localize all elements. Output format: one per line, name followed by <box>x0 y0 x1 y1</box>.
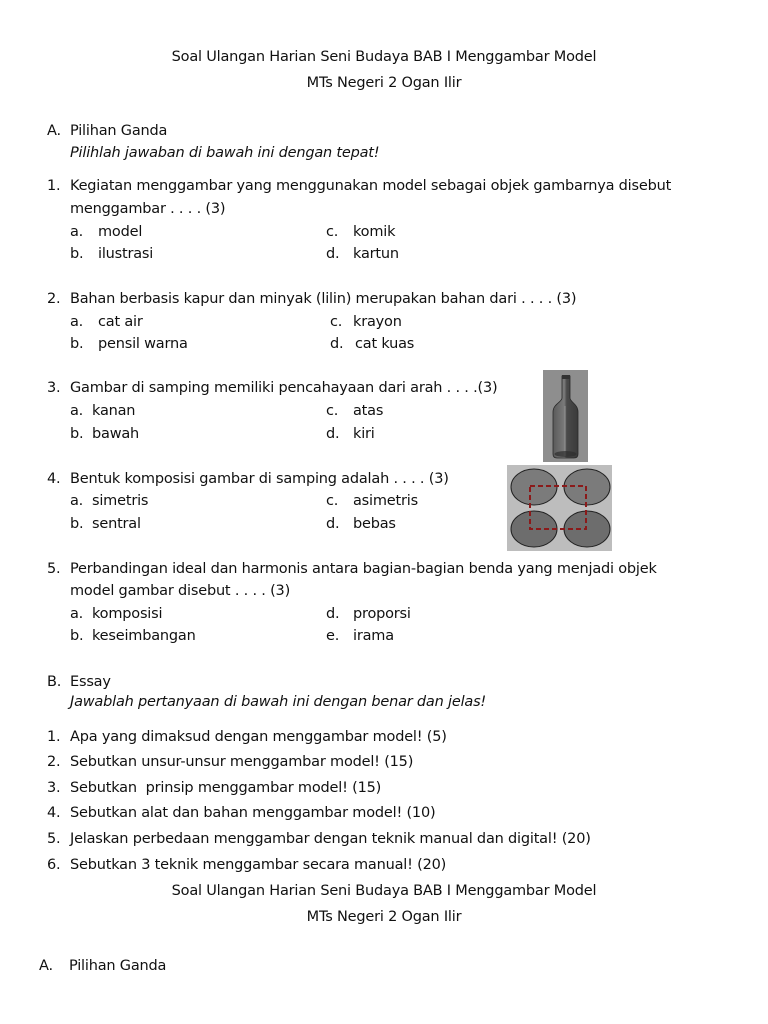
bottle-icon <box>543 370 588 462</box>
section-a-instruction: Pilihlah jawaban di bawah ini dengan tepat! <box>70 145 380 161</box>
option-letter: c. <box>330 314 343 330</box>
document-title-repeat: Soal Ulangan Harian Seni Budaya BAB I Menggambar Model <box>171 883 597 899</box>
option-text: komik <box>353 224 396 240</box>
question-text: Bahan berbasis kapur dan minyak (lilin) merupakan bahan dari . . . . (3) <box>70 291 577 307</box>
question-text: Kegiatan menggambar yang menggunakan model sebagai objek gambarnya disebut <box>70 178 672 194</box>
question-text: Sebutkan alat dan bahan menggambar model! (10) <box>70 805 436 821</box>
option-text: keseimbangan <box>92 628 196 644</box>
question-number: 6. <box>47 857 61 873</box>
option-letter: b. <box>70 246 84 262</box>
question-text: Jelaskan perbedaan menggambar dengan teknik manual dan digital! (20) <box>70 831 591 847</box>
option-text: proporsi <box>353 606 411 622</box>
option-text: asimetris <box>353 493 418 509</box>
option-text: cat air <box>98 314 143 330</box>
option-text: simetris <box>92 493 149 509</box>
question-text: Gambar di samping memiliki pencahayaan dari arah . . . .(3) <box>70 380 498 396</box>
section-a-letter: A. <box>47 123 61 139</box>
option-letter: a. <box>70 403 84 419</box>
option-text: model <box>98 224 143 240</box>
option-letter: e. <box>326 628 340 644</box>
option-text: pensil warna <box>98 336 188 352</box>
document-title: Soal Ulangan Harian Seni Budaya BAB I Menggambar Model <box>171 49 597 65</box>
option-letter: c. <box>326 403 339 419</box>
option-letter: a. <box>70 224 84 240</box>
question-number: 5. <box>47 831 61 847</box>
option-text: irama <box>353 628 394 644</box>
question-text: Perbandingan ideal dan harmonis antara bagian-bagian benda yang menjadi objek <box>70 561 657 577</box>
option-text: bawah <box>92 426 140 442</box>
question-text: Sebutkan 3 teknik menggambar secara manual! (20) <box>70 857 447 873</box>
school-name-repeat: MTs Negeri 2 Ogan Ilir <box>306 909 462 925</box>
option-letter: d. <box>326 246 340 262</box>
option-text: bebas <box>353 516 396 532</box>
option-letter: d. <box>326 606 340 622</box>
question-text: Bentuk komposisi gambar di samping adalah . . . . (3) <box>70 471 449 487</box>
composition-image <box>507 465 612 551</box>
question-number: 4. <box>47 805 61 821</box>
question-number: 3. <box>47 780 61 796</box>
question-number: 5. <box>47 561 61 577</box>
option-letter: d. <box>326 516 340 532</box>
option-letter: a. <box>70 606 84 622</box>
option-text: kartun <box>353 246 399 262</box>
question-text: menggambar . . . . (3) <box>70 201 226 217</box>
option-text: cat kuas <box>355 336 415 352</box>
option-text: komposisi <box>92 606 163 622</box>
section-a-letter-repeat: A. <box>39 958 53 974</box>
option-text: atas <box>353 403 384 419</box>
option-text: kiri <box>353 426 375 442</box>
bottle-image <box>543 370 588 462</box>
composition-diagram <box>507 465 612 551</box>
circle-bottom-left <box>511 511 557 547</box>
question-text: Apa yang dimaksud dengan menggambar model! (5) <box>70 729 447 745</box>
option-letter: c. <box>326 493 339 509</box>
question-text: Sebutkan unsur-unsur menggambar model! (15) <box>70 754 414 770</box>
question-number: 1. <box>47 729 61 745</box>
question-number: 4. <box>47 471 61 487</box>
question-number: 3. <box>47 380 61 396</box>
option-letter: a. <box>70 493 84 509</box>
option-text: kanan <box>92 403 136 419</box>
option-text: sentral <box>92 516 141 532</box>
section-b-instruction: Jawablah pertanyaan di bawah ini dengan benar dan jelas! <box>70 694 487 710</box>
option-letter: d. <box>330 336 344 352</box>
school-name: MTs Negeri 2 Ogan Ilir <box>306 75 462 91</box>
question-text: model gambar disebut . . . . (3) <box>70 583 291 599</box>
option-letter: b. <box>70 336 84 352</box>
question-number: 1. <box>47 178 61 194</box>
section-a-title-repeat: Pilihan Ganda <box>69 958 167 974</box>
question-text: Sebutkan prinsip menggambar model! (15) <box>70 780 382 796</box>
section-b-letter: B. <box>47 674 62 690</box>
option-letter: b. <box>70 628 84 644</box>
option-letter: b. <box>70 426 84 442</box>
option-text: krayon <box>353 314 402 330</box>
option-letter: c. <box>326 224 339 240</box>
question-number: 2. <box>47 754 61 770</box>
option-letter: a. <box>70 314 84 330</box>
section-a-title: Pilihan Ganda <box>70 123 168 139</box>
option-letter: d. <box>326 426 340 442</box>
section-b-title: Essay <box>70 674 111 690</box>
question-number: 2. <box>47 291 61 307</box>
option-letter: b. <box>70 516 84 532</box>
option-text: ilustrasi <box>98 246 154 262</box>
